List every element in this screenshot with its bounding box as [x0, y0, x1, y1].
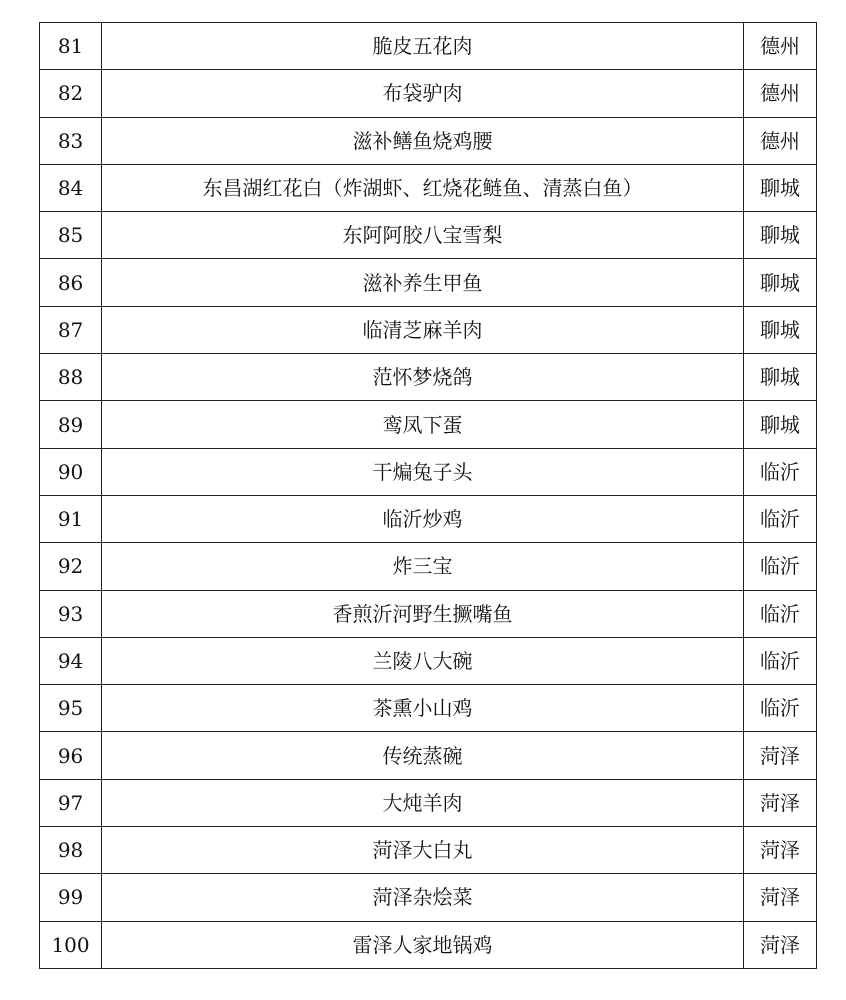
table-row	[40, 779, 817, 826]
row-number: 81	[40, 23, 102, 70]
city-name: 临沂	[743, 685, 816, 732]
row-number: 99	[40, 874, 102, 921]
city-name: 聊城	[743, 259, 816, 306]
dish-name: 大炖羊肉	[102, 779, 744, 826]
row-number: 87	[40, 306, 102, 353]
dish-name: 东昌湖红花白（炸湖虾、红烧花鲢鱼、清蒸白鱼）	[102, 164, 744, 211]
city-name: 聊城	[743, 354, 816, 401]
dish-name: 临清芝麻羊肉	[102, 306, 744, 353]
city-name: 德州	[743, 117, 816, 164]
dish-name: 炸三宝	[102, 543, 744, 590]
dish-name: 东阿阿胶八宝雪梨	[102, 212, 744, 259]
dish-name: 布袋驴肉	[102, 70, 744, 117]
row-number: 91	[40, 495, 102, 542]
row-number: 92	[40, 543, 102, 590]
table-row	[40, 306, 817, 353]
dish-name: 临沂炒鸡	[102, 495, 744, 542]
dish-name: 范怀梦烧鸽	[102, 354, 744, 401]
row-number: 85	[40, 212, 102, 259]
table-row	[40, 117, 817, 164]
dish-name: 菏泽杂烩菜	[102, 874, 744, 921]
city-name: 聊城	[743, 401, 816, 448]
city-name: 临沂	[743, 637, 816, 684]
table-row	[40, 448, 817, 495]
dish-name: 菏泽大白丸	[102, 827, 744, 874]
dish-name: 兰陵八大碗	[102, 637, 744, 684]
dish-name: 滋补养生甲鱼	[102, 259, 744, 306]
row-number: 88	[40, 354, 102, 401]
city-name: 菏泽	[743, 874, 816, 921]
city-name: 德州	[743, 70, 816, 117]
table-row	[40, 590, 817, 637]
dish-name: 鸾凤下蛋	[102, 401, 744, 448]
city-name: 临沂	[743, 590, 816, 637]
table-row	[40, 732, 817, 779]
row-number: 93	[40, 590, 102, 637]
dish-name: 传统蒸碗	[102, 732, 744, 779]
row-number: 89	[40, 401, 102, 448]
dish-table	[39, 22, 817, 969]
row-number: 84	[40, 164, 102, 211]
row-number: 100	[40, 921, 102, 968]
table-row	[40, 23, 817, 70]
city-name: 菏泽	[743, 732, 816, 779]
table-row	[40, 354, 817, 401]
dish-name: 香煎沂河野生撅嘴鱼	[102, 590, 744, 637]
city-name: 菏泽	[743, 779, 816, 826]
table-row	[40, 401, 817, 448]
dish-name: 脆皮五花肉	[102, 23, 744, 70]
city-name: 临沂	[743, 495, 816, 542]
dish-name: 滋补鳝鱼烧鸡腰	[102, 117, 744, 164]
row-number: 83	[40, 117, 102, 164]
table-row	[40, 495, 817, 542]
dish-name: 茶熏小山鸡	[102, 685, 744, 732]
table-row	[40, 685, 817, 732]
table-row	[40, 874, 817, 921]
dish-name: 雷泽人家地锅鸡	[102, 921, 744, 968]
table-row	[40, 164, 817, 211]
city-name: 临沂	[743, 543, 816, 590]
city-name: 德州	[743, 23, 816, 70]
city-name: 聊城	[743, 306, 816, 353]
row-number: 96	[40, 732, 102, 779]
table-row	[40, 70, 817, 117]
table-row	[40, 827, 817, 874]
row-number: 90	[40, 448, 102, 495]
city-name: 菏泽	[743, 827, 816, 874]
row-number: 95	[40, 685, 102, 732]
row-number: 97	[40, 779, 102, 826]
row-number: 82	[40, 70, 102, 117]
city-name: 聊城	[743, 212, 816, 259]
table-row	[40, 637, 817, 684]
city-name: 菏泽	[743, 921, 816, 968]
row-number: 86	[40, 259, 102, 306]
city-name: 临沂	[743, 448, 816, 495]
row-number: 98	[40, 827, 102, 874]
dish-name: 干煸兔子头	[102, 448, 744, 495]
table-row	[40, 259, 817, 306]
table-row	[40, 543, 817, 590]
row-number: 94	[40, 637, 102, 684]
table-row	[40, 921, 817, 968]
dish-table-body	[40, 23, 817, 969]
table-row	[40, 212, 817, 259]
city-name: 聊城	[743, 164, 816, 211]
